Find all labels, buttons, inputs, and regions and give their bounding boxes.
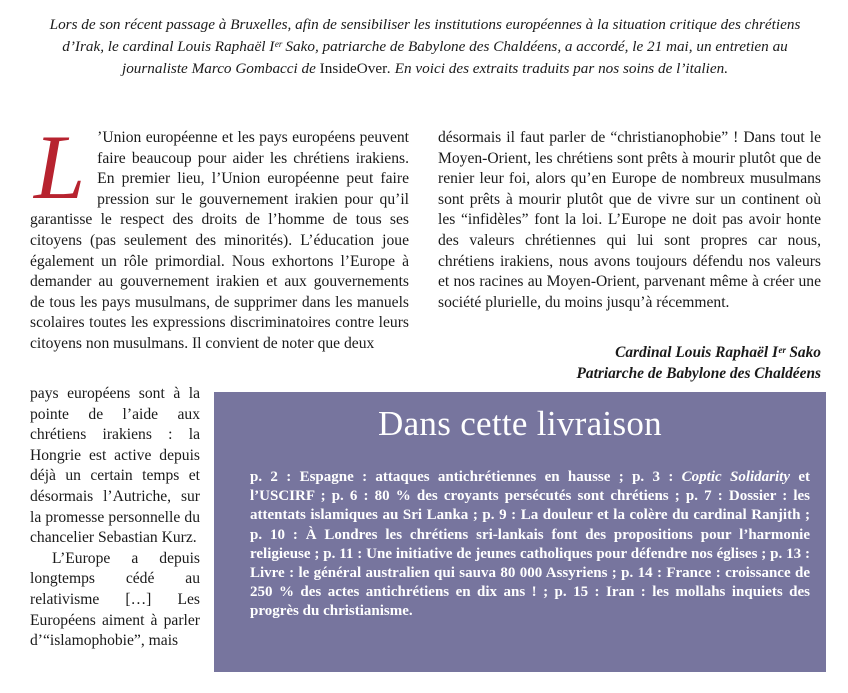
intro-paragraph <box>30 14 820 80</box>
contents-text-1: p. 2 : Espagne : attaques antichrétiennes en hausse ; p. 3 : <box>250 469 682 485</box>
intro-text-1: Lors de son récent passage à Bruxelles, afin de sensibiliser les institutions européennes à la situation critique des chrétiens d’Irak, le cardinal Louis Raphaël Iᵉʳ Sako, patriarche de Babylone des Chaldéens, a accordé, le 21 mai, un entretien au journaliste Marco Gombacci de <box>49 16 801 77</box>
article-column-1 <box>30 116 409 355</box>
publication-name: InsideOver <box>319 60 388 77</box>
article-column-2 <box>438 128 821 313</box>
article-paragraph-1: ’Union européenne et les pays européens peuvent faire beaucoup pour aider les chrétiens irakiens. En premier lieu, l’Union européenne peut faire pression sur le gouvernement irakien pour qu’il garantisse le respect des droits de l’homme de tous ses citoyens (pas seulement des minorités). L’éducation joue également un rôle primordial. Nous exhortons l’Europe à demander au gouvernement irakien et aux gouvernements de tous les pays musulmans, de supprimer dans les manuels scolaires toutes les expressions discriminatoires contre leurs citoyens non musulmans. Il convient de noter que deux <box>30 129 409 352</box>
article-paragraph-2: pays européens sont à la pointe de l’aide aux chrétiens irakiens : la Hongrie est active depuis déjà un certain temps et désormais l’Autriche, sur la promesse personnelle du chancelier Sebastian Kurz. <box>30 385 200 547</box>
article-paragraph-4: désormais il faut parler de “christianophobie” ! Dans tout le Moyen-Orient, les chrétiens sont prêts à mourir plutôt que de renier leur foi, alors qu’en Europe de nombreux musulmans sont prêts à mourir plutôt que de vivre sur un continent où les “infidèles” font la loi. L’Europe ne doit pas avoir honte des valeurs chrétiennes qui lui sont propres car nous, chrétiens irakiens, nous avons toujours défendu nos valeurs et nos racines au Moyen-Orient, parvenant même à créer une société plurielle, du moins jusqu’à récemment. <box>438 129 821 311</box>
article-paragraph-3: L’Europe a depuis longtemps cédé au relativisme […] Les Européens aiment à parler d’“islamophobie”, mais <box>30 549 200 650</box>
signature-title: Patriarche de Babylone des Chaldéens <box>576 365 821 382</box>
contents-box <box>214 392 826 672</box>
contents-list <box>250 468 810 622</box>
article-column-1-lower <box>30 384 200 652</box>
contents-italic: Coptic Solidarity <box>681 469 791 485</box>
drop-cap: L <box>34 116 86 218</box>
contents-text-2: et l’USCIRF ; p. 6 : 80 % des croyants persécutés sont chrétiens ; p. 7 : Dossier : les attentats islamiques au Sri Lanka ; p. 9 : La douleur et la colère du cardinal Ranjith ; p. 10 : À Londres les chrétiens sri-lankais font des propositions pour l’harmonie religieuse ; p. 11 : Une initiative de jeunes catholiques pour défendre nos églises ; p. 13 : Livre : le général australien qui sauva 80 000 Assyriens ; p. 14 : France : croissance de 250 % des actes antichrétiens en dix ans ! ; p. 15 : Iran : les mollahs inquiets des progrès du christianisme. <box>250 469 810 620</box>
contents-title: Dans cette livraison <box>378 404 662 443</box>
signature-name: Cardinal Louis Raphaël Iᵉʳ Sako <box>615 344 821 361</box>
intro-text-2: . En voici des extraits traduits par nos soins de l’italien. <box>387 60 729 77</box>
